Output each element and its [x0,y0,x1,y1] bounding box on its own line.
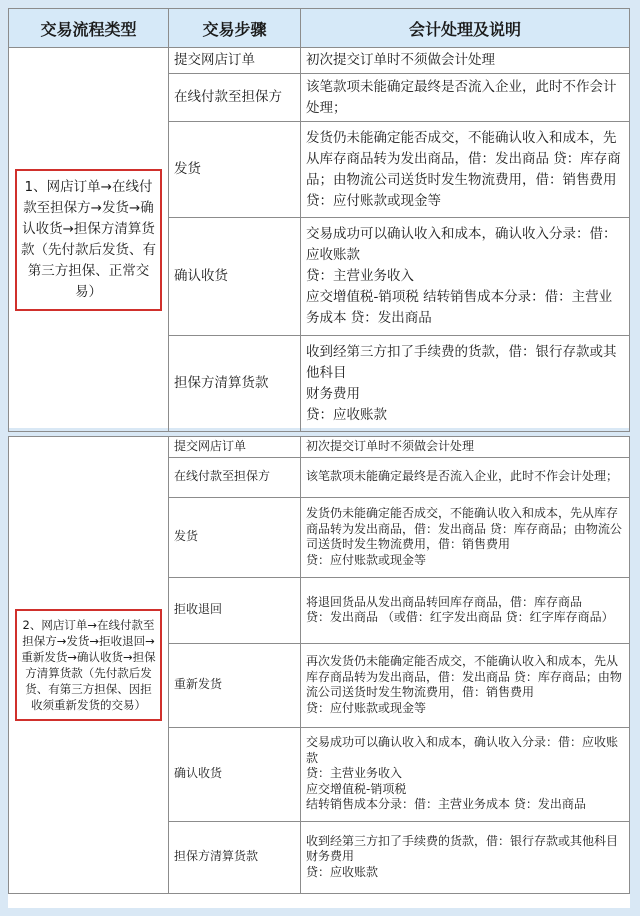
step-cell: 确认收货 [169,218,301,336]
accounting-cell [301,122,630,218]
accounting-table-1-panel [8,8,630,428]
accounting-line: 应交增值税-销项税 [306,781,407,796]
accounting-cell [301,643,630,727]
step-cell: 在线付款至担保方 [169,457,301,497]
flow-type-cell [9,437,169,894]
step-cell: 提交网店订单 [169,48,301,74]
accounting-line: 贷：应收账款 [306,406,387,423]
accounting-cell [301,336,630,432]
accounting-line: 贷：发出商品 （或借：红字发出商品 贷：红字库存商品） [306,610,614,625]
accounting-line: 初次提交订单时不须做会计处理 [306,439,475,453]
accounting-line: 交易成功可以确认收入和成本，确认收入分录：借：应收账款 [306,735,619,765]
accounting-line: 交易成功可以确认收入和成本，确认收入分录：借：应收账款 [306,226,617,263]
header-flow-type: 交易流程类型 [9,9,169,48]
accounting-table-2 [8,436,630,894]
accounting-line: 贷：应付账款或现金等 [306,552,427,567]
accounting-line: 发货仍未能确定能否成交，不能确认收入和成本，先从库存商品转为发出商品，借：发出商品 贷：库存商品；由物流公司送货时发生物流费用，借：销售费用贷：应付账款或现金等 [306,129,621,209]
header-step: 交易步骤 [169,9,301,48]
accounting-cell [301,218,630,336]
accounting-table-2-panel [8,436,630,908]
accounting-line: 初次提交订单时不须做会计处理 [306,52,495,68]
accounting-line: 财务费用 [306,385,360,402]
accounting-cell [301,821,630,893]
accounting-line: 将退回货品从发出商品转回库存商品，借：库存商品 [306,594,583,609]
flow-type-highlight: 2、网店订单→在线付款至担保方→发货→拒收退回→重新发货→确认收货→担保方清算货款（先付款后发货、有第三方担保、因拒收须重新发货的交易） [15,609,162,721]
accounting-line: 财务费用 [306,849,355,864]
step-cell: 发货 [169,497,301,577]
table-row [9,437,630,458]
accounting-cell [301,497,630,577]
accounting-cell [301,577,630,643]
accounting-line: 再次发货仍未能确定能否成交，不能确认收入和成本，先从库存商品转为发出商品，借：发出商品 贷：库存商品；由物流公司送货时发生物流费用，借：销售费用 [306,653,622,700]
accounting-line: 贷：应收账款 [306,864,379,879]
step-cell: 担保方清算货款 [169,821,301,893]
accounting-cell [301,457,630,497]
accounting-line: 收到经第三方扣了手续费的货款，借：银行存款或其他科目 [306,833,619,848]
accounting-line: 贷：主营业务收入 [306,268,414,284]
table-header-row [9,9,630,48]
accounting-cell [301,727,630,821]
flow-type-highlight: 1、网店订单→在线付款至担保方→发货→确认收货→担保方清算货款（先付款后发货、有第三方担保、正常交易） [15,169,162,311]
accounting-cell [301,437,630,458]
accounting-line: 发货仍未能确定能否成交，不能确认收入和成本，先从库存商品转为发出商品，借：发出商品 贷：库存商品；由物流公司送货时发生物流费用，借：销售费用 [306,505,622,552]
accounting-line: 该笔款项未能确定最终是否流入企业，此时不作会计处理； [306,469,619,484]
accounting-line: 该笔款项未能确定最终是否流入企业，此时不作会计处理； [306,78,617,116]
step-cell: 在线付款至担保方 [169,74,301,122]
step-cell: 担保方清算货款 [169,336,301,432]
flow-type-cell [9,48,169,432]
step-cell: 提交网店订单 [169,437,301,458]
accounting-table-1 [8,8,630,432]
accounting-line: 收到经第三方扣了手续费的货款，借：银行存款或其他科目 [306,343,617,381]
accounting-line: 贷：应付账款或现金等 [306,700,427,715]
step-cell: 确认收货 [169,727,301,821]
step-cell: 拒收退回 [169,577,301,643]
accounting-line: 贷：主营业务收入 [306,766,403,781]
accounting-cell [301,74,630,122]
accounting-line: 应交增值税-销项税 结转销售成本分录：借：主营业务成本 贷：发出商品 [306,289,613,326]
accounting-cell [301,48,630,74]
step-cell: 发货 [169,122,301,218]
header-accounting: 会计处理及说明 [301,9,630,48]
table-row [9,48,630,74]
accounting-line: 结转销售成本分录：借：主营业务成本 贷：发出商品 [306,797,586,812]
step-cell: 重新发货 [169,643,301,727]
